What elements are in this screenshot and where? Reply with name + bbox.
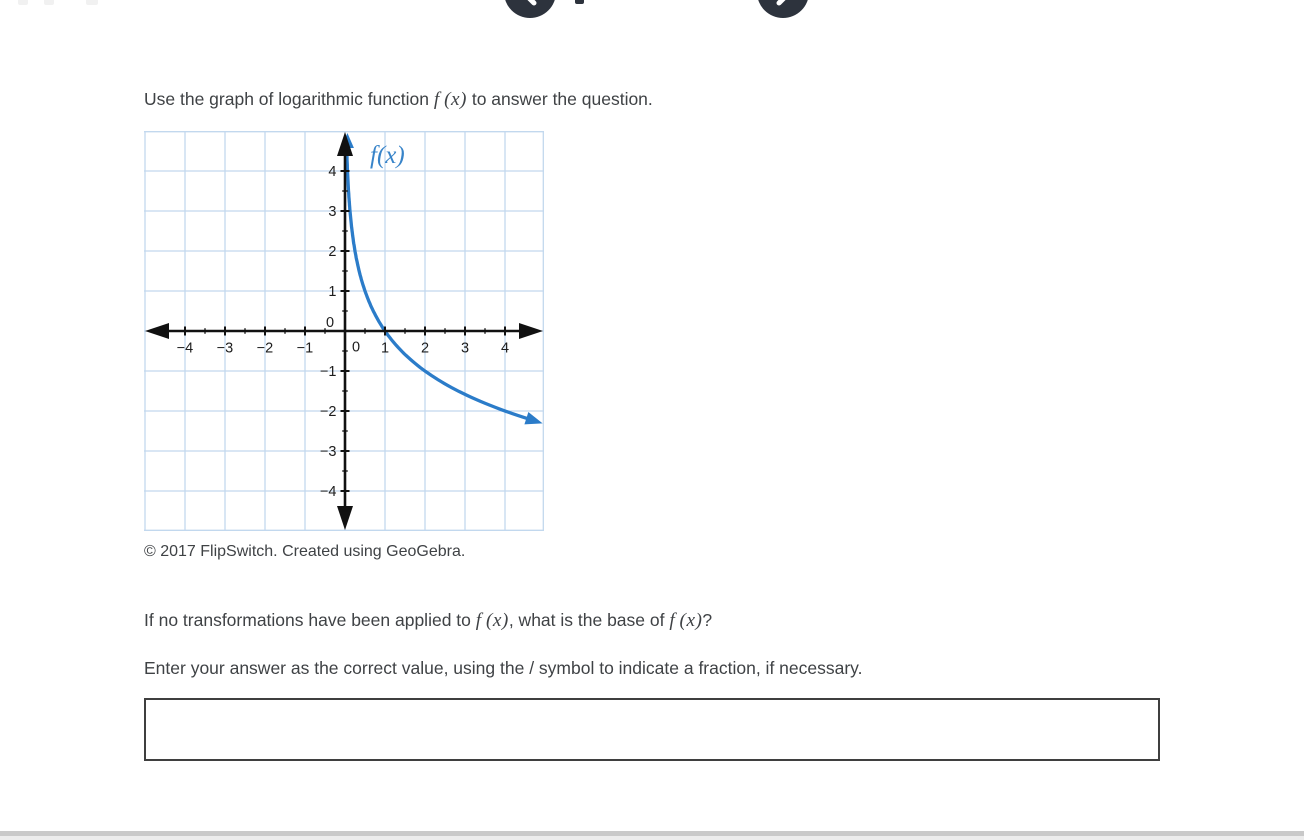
svg-text:1: 1 xyxy=(328,284,337,301)
intro-text: Use the graph of logarithmic function xyxy=(144,89,434,109)
function-graph xyxy=(144,131,544,531)
fx-math: f (x) xyxy=(433,89,467,110)
svg-text:−2: −2 xyxy=(256,340,274,357)
cutoff-counter-remnant xyxy=(575,0,584,4)
svg-text:1: 1 xyxy=(380,340,390,357)
svg-text:2: 2 xyxy=(328,244,337,261)
bottom-strip xyxy=(0,836,1304,840)
svg-text:−3: −3 xyxy=(216,340,234,357)
svg-text:4: 4 xyxy=(500,340,510,357)
svg-text:0: 0 xyxy=(325,315,335,331)
question-part: ? xyxy=(702,610,713,630)
prev-question-button[interactable] xyxy=(504,0,556,18)
svg-text:−3: −3 xyxy=(319,444,337,461)
answer-instruction: Enter your answer as the correct value, using the / symbol to indicate a fraction, if necessary. xyxy=(144,658,863,678)
cutoff-text-remnant xyxy=(44,0,54,5)
fx-math: f (x) xyxy=(669,610,703,631)
svg-text:2: 2 xyxy=(420,340,430,357)
svg-text:−1: −1 xyxy=(319,364,337,381)
intro-text: to answer the question. xyxy=(466,89,653,109)
svg-text:−4: −4 xyxy=(176,340,194,357)
svg-text:−1: −1 xyxy=(296,340,314,357)
fx-math: f (x) xyxy=(475,610,509,631)
svg-text:3: 3 xyxy=(328,204,337,221)
question-text xyxy=(144,608,712,633)
chevron-right-icon xyxy=(757,0,809,20)
log-function-plot xyxy=(144,131,544,531)
svg-text:−2: −2 xyxy=(319,404,337,421)
svg-text:f(x): f(x) xyxy=(370,142,405,169)
svg-text:4: 4 xyxy=(328,164,337,181)
svg-text:3: 3 xyxy=(460,340,470,357)
cutoff-text-remnant xyxy=(86,0,98,5)
svg-text:0: 0 xyxy=(351,339,361,356)
svg-text:−4: −4 xyxy=(319,484,337,501)
chevron-left-icon xyxy=(504,0,556,20)
question-intro xyxy=(144,87,653,112)
cutoff-text-remnant xyxy=(18,0,28,5)
question-part: , what is the base of xyxy=(508,610,670,630)
answer-input[interactable] xyxy=(144,698,1160,761)
question-part: If no transformations have been applied to xyxy=(144,610,476,630)
figure-copyright: © 2017 FlipSwitch. Created using GeoGebra. xyxy=(144,543,466,560)
next-question-button[interactable] xyxy=(757,0,809,18)
